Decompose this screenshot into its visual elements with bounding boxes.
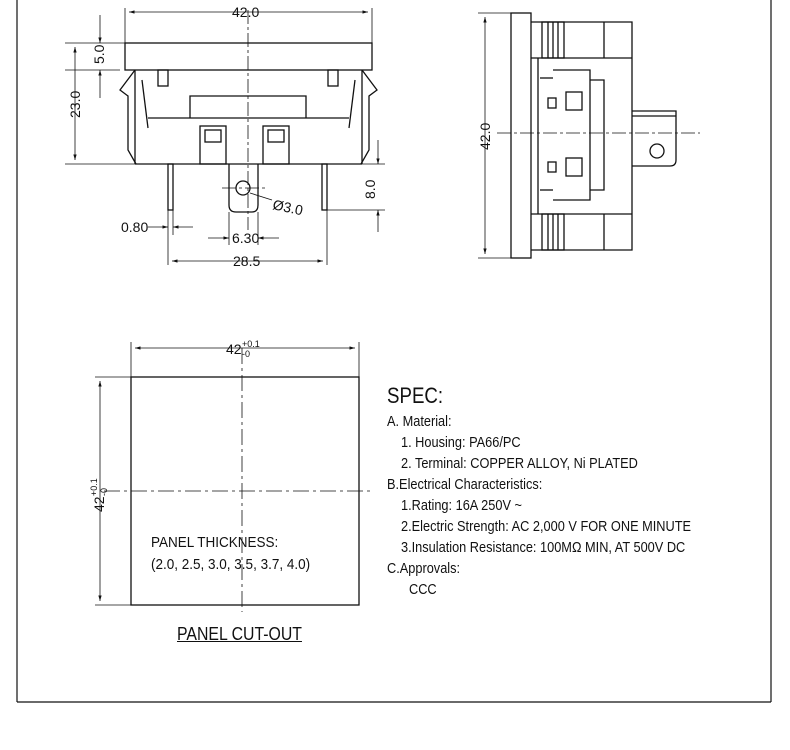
spec-housing: 1. Housing: PA66/PC bbox=[401, 435, 521, 451]
dim-top-width: 42.0 bbox=[232, 4, 260, 20]
dim-terminal-span: 28.5 bbox=[233, 253, 261, 269]
spec-title: SPEC: bbox=[387, 383, 444, 408]
panel-width-tol-plus: +0.1 bbox=[242, 339, 260, 349]
panel-height-tol-minus: -0 bbox=[99, 487, 109, 496]
dim-body-height: 23.0 bbox=[67, 90, 83, 118]
front-view bbox=[120, 43, 377, 212]
dim-terminal-gap: 6.30 bbox=[232, 230, 260, 246]
spec-rating: 1.Rating: 16A 250V ~ bbox=[401, 498, 522, 514]
dim-hole-diameter: Ø3.0 bbox=[271, 196, 305, 219]
spec-electric-strength: 2.Electric Strength: AC 2,000 V FOR ONE MINUTE bbox=[401, 519, 692, 535]
panel-height-value: 42 bbox=[91, 496, 107, 512]
spec-section-approvals: C.Approvals: bbox=[387, 561, 461, 577]
spec-insulation-resistance: 3.Insulation Resistance: 100MΩ MIN, AT 500V DC bbox=[401, 540, 686, 556]
panel-width-value: 42 bbox=[226, 341, 242, 357]
panel-thickness-title: PANEL THICKNESS: bbox=[151, 534, 279, 551]
front-dimension-lines bbox=[65, 8, 385, 265]
dim-terminal-thickness: 0.80 bbox=[121, 219, 149, 235]
spec-section-material: A. Material: bbox=[387, 414, 452, 430]
spec-terminal: 2. Terminal: COPPER ALLOY, Ni PLATED bbox=[401, 456, 638, 472]
page-frame bbox=[17, 0, 771, 702]
side-view bbox=[511, 13, 676, 258]
dim-terminal-length: 8.0 bbox=[362, 179, 378, 199]
panel-thickness-values: (2.0, 2.5, 3.0, 3.5, 3.7, 4.0) bbox=[151, 556, 311, 573]
panel-width-tol-minus: -0 bbox=[242, 349, 251, 359]
panel-cutout-label: PANEL CUT-OUT bbox=[177, 624, 302, 644]
spec-section-electrical: B.Electrical Characteristics: bbox=[387, 477, 543, 493]
spec-approval-ccc: CCC bbox=[409, 582, 437, 598]
dim-flange-height: 5.0 bbox=[91, 44, 107, 64]
panel-height-tol-plus: +0.1 bbox=[89, 478, 99, 496]
dim-side-height: 42.0 bbox=[477, 122, 493, 150]
